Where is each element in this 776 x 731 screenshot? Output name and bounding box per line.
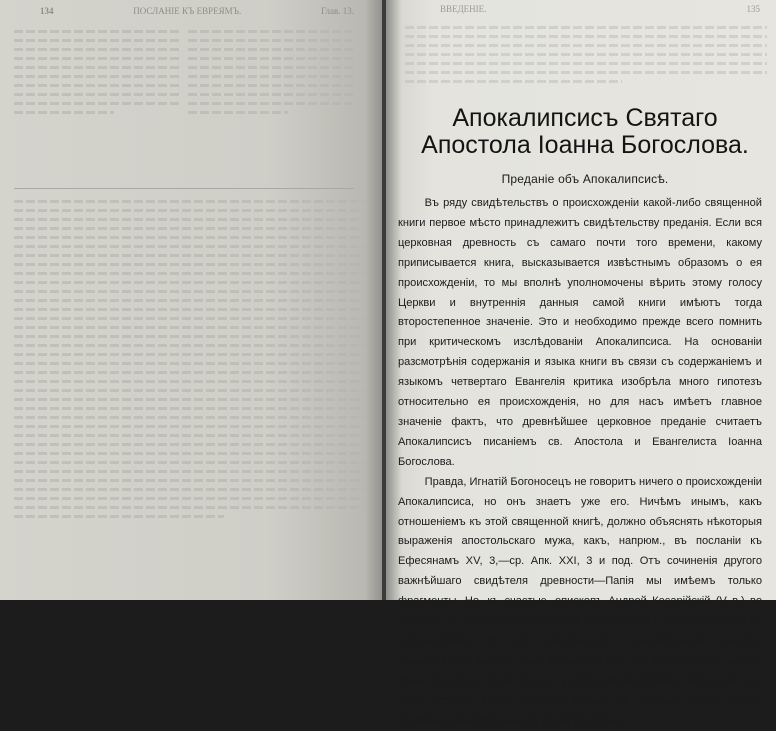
right-page-header — [440, 4, 760, 14]
main-text — [398, 194, 762, 731]
section-title: Преданіе объ Апокалипсисѣ. — [501, 172, 669, 186]
book-title-line-2: Апостола Іоанна Богослова. — [421, 131, 749, 159]
left-page — [0, 0, 384, 600]
right-running-title: ВВЕДЕНІЕ. — [440, 4, 487, 14]
left-page-rule — [14, 188, 354, 189]
left-column-b — [188, 26, 354, 120]
bleed-through-text — [405, 22, 767, 89]
book-title-line-1: Апокалипсисъ Святаго — [452, 104, 718, 132]
left-page-columns — [14, 26, 354, 120]
paragraph-1: Въ ряду свидѣтельствъ о происхожденіи какой-либо священной книги первое мѣсто принадлежитъ свидѣтельству преданія. Если вся церковная древность съ самаго почти того времени, какому приписывается книга, высказывается извѣстнымъ образомъ о ея происхожденіи, то мы вполнѣ уполномочены вѣрить этому голосу Церкви и внутреннія данныя самой книги имѣютъ тогда второстепенное значеніе. Это и необходимо прежде всего помнить при критическомъ изслѣдованіи Апокалипсиса. На основаніи разсмотрѣнія содержанія и языка книги въ связи съ содержаніемъ и языкомъ четвертаго Евангелія критика изобрѣла много гипотезъ относительно ея происхожденія, но для насъ имѣетъ главное значеніе фактъ, что древнѣйшее церковное преданіе считаетъ Апокалипсисъ писаніемъ св. Апостола и Евангелиста Іоанна Богослова. — [398, 197, 762, 468]
left-column-a — [14, 26, 180, 120]
paragraph-2: Правда, Игнатій Богоносецъ не говоритъ ничего о происхожденіи Апокалипсиса, но онъ знаетъ уже его. Ничѣмъ инымъ, какъ отношеніемъ къ этой священной книгѣ, должно объяснять нѣкоторыя выраженія апостольскаго мужа, какъ, напрюм., въ посланіи къ Ефесянамъ XV, 3,—ср. Апк. XXI, 3 и под. Отъ сочиненія другого важнѣйшаго свидѣтеля древности—Папія мы имѣемъ только фрагменты. Но, къ счастью, епископъ Андрей Кесарійскій (V в.) во введеніи къ своему толкованію на Апокалипсисъ относитъ Папія къ поручителямъ за его достоинство. Свидѣтельство ученаго комментатора имѣетъ тѣмъ большую цѣну, что онъ, конечно, читалъ самъ сочиненіе Папія, слѣды существованія котораго находятся еще и въ гораздо болѣе позднее время. Въ другомъ мѣстѣ своего толкованія Андрей цитуетъ Папія буквально. — [398, 475, 762, 727]
left-page-header — [40, 6, 354, 20]
left-page-number: 134 — [40, 6, 54, 16]
right-page-number: 135 — [746, 4, 760, 14]
left-page-commentary — [14, 196, 364, 524]
left-chapter-label: Глав. 13. — [320, 6, 354, 16]
left-running-title: ПОСЛАНІЕ КЪ ЕВРЕЯМЪ. — [133, 6, 242, 16]
